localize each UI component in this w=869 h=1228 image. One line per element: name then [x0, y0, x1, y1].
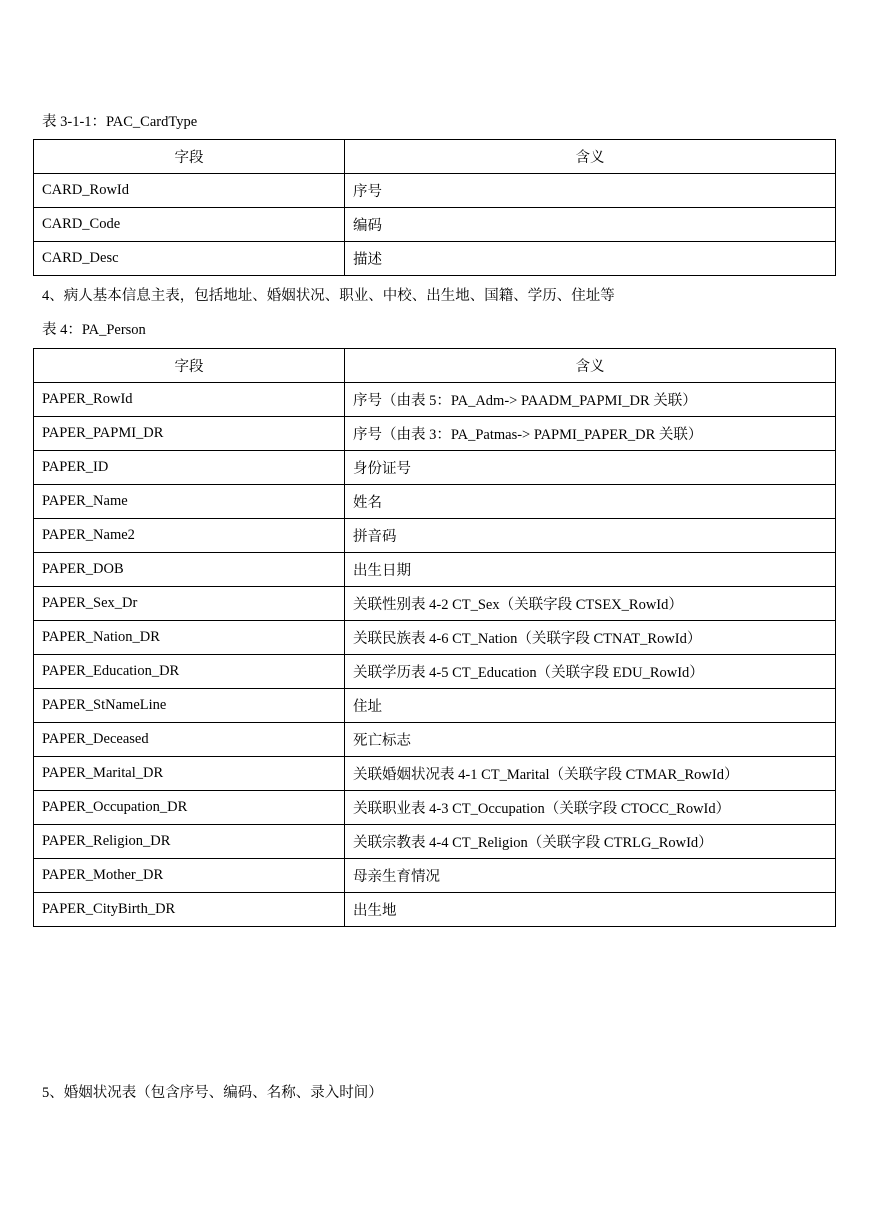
field-name-cell: PAPER_CityBirth_DR: [34, 893, 345, 927]
field-meaning-cell: 出生地: [345, 893, 836, 927]
section4-heading: 4、病人基本信息主表，包括地址、婚姻状况、职业、中校、出生地、国籍、学历、住址等: [42, 288, 615, 304]
table-row: [34, 757, 836, 791]
section5-heading: 5、婚姻状况表（包含序号、编码、名称、录入时间）: [42, 1085, 383, 1101]
table-row: [34, 208, 836, 242]
table-header-row: [34, 349, 836, 383]
table-row: [34, 485, 836, 519]
field-name-cell: PAPER_Deceased: [34, 723, 345, 757]
table3-caption: 表 3-1-1：PAC_CardType: [42, 114, 198, 130]
table-row: [34, 825, 836, 859]
field-meaning-cell: 编码: [345, 208, 836, 242]
field-name-cell: CARD_RowId: [34, 174, 345, 208]
field-name-cell: PAPER_RowId: [34, 383, 345, 417]
card-type-table: [33, 139, 836, 276]
table-row: [34, 791, 836, 825]
person-table: [33, 348, 836, 927]
field-meaning-cell: 关联婚姻状况表 4-1 CT_Marital（关联字段 CTMAR_RowId）: [345, 757, 836, 791]
field-name-cell: PAPER_Mother_DR: [34, 859, 345, 893]
table-row: [34, 859, 836, 893]
field-name-cell: CARD_Code: [34, 208, 345, 242]
table-row: [34, 621, 836, 655]
table-header-row: [34, 140, 836, 174]
field-meaning-cell: 序号（由表 5：PA_Adm-> PAADM_PAPMI_DR 关联）: [345, 383, 836, 417]
field-meaning-cell: 关联职业表 4-3 CT_Occupation（关联字段 CTOCC_RowId）: [345, 791, 836, 825]
table-row: [34, 451, 836, 485]
field-name-cell: PAPER_Name2: [34, 519, 345, 553]
table4-caption: 表 4：PA_Person: [42, 322, 146, 338]
header-meaning: 含义: [345, 349, 836, 383]
field-meaning-cell: 身份证号: [345, 451, 836, 485]
table-row: [34, 689, 836, 723]
field-name-cell: CARD_Desc: [34, 242, 345, 276]
field-name-cell: PAPER_PAPMI_DR: [34, 417, 345, 451]
field-meaning-cell: 姓名: [345, 485, 836, 519]
field-meaning-cell: 描述: [345, 242, 836, 276]
field-meaning-cell: 死亡标志: [345, 723, 836, 757]
field-name-cell: PAPER_Marital_DR: [34, 757, 345, 791]
table-row: [34, 893, 836, 927]
header-field: 字段: [34, 140, 345, 174]
field-meaning-cell: 拼音码: [345, 519, 836, 553]
header-field: 字段: [34, 349, 345, 383]
field-name-cell: PAPER_Name: [34, 485, 345, 519]
field-meaning-cell: 序号（由表 3：PA_Patmas-> PAPMI_PAPER_DR 关联）: [345, 417, 836, 451]
table-row: [34, 655, 836, 689]
field-name-cell: PAPER_Occupation_DR: [34, 791, 345, 825]
table-row: [34, 553, 836, 587]
field-name-cell: PAPER_DOB: [34, 553, 345, 587]
table-row: [34, 383, 836, 417]
field-name-cell: PAPER_Education_DR: [34, 655, 345, 689]
field-name-cell: PAPER_Nation_DR: [34, 621, 345, 655]
field-name-cell: PAPER_Religion_DR: [34, 825, 345, 859]
table-row: [34, 519, 836, 553]
header-meaning: 含义: [345, 140, 836, 174]
table-row: [34, 174, 836, 208]
field-name-cell: PAPER_StNameLine: [34, 689, 345, 723]
field-name-cell: PAPER_ID: [34, 451, 345, 485]
field-meaning-cell: 关联宗教表 4-4 CT_Religion（关联字段 CTRLG_RowId）: [345, 825, 836, 859]
field-meaning-cell: 住址: [345, 689, 836, 723]
field-meaning-cell: 关联性别表 4-2 CT_Sex（关联字段 CTSEX_RowId）: [345, 587, 836, 621]
field-meaning-cell: 序号: [345, 174, 836, 208]
field-meaning-cell: 关联民族表 4-6 CT_Nation（关联字段 CTNAT_RowId）: [345, 621, 836, 655]
field-meaning-cell: 出生日期: [345, 553, 836, 587]
field-meaning-cell: 关联学历表 4-5 CT_Education（关联字段 EDU_RowId）: [345, 655, 836, 689]
table-row: [34, 242, 836, 276]
table-row: [34, 587, 836, 621]
table-row: [34, 723, 836, 757]
field-meaning-cell: 母亲生育情况: [345, 859, 836, 893]
field-name-cell: PAPER_Sex_Dr: [34, 587, 345, 621]
table-row: [34, 417, 836, 451]
